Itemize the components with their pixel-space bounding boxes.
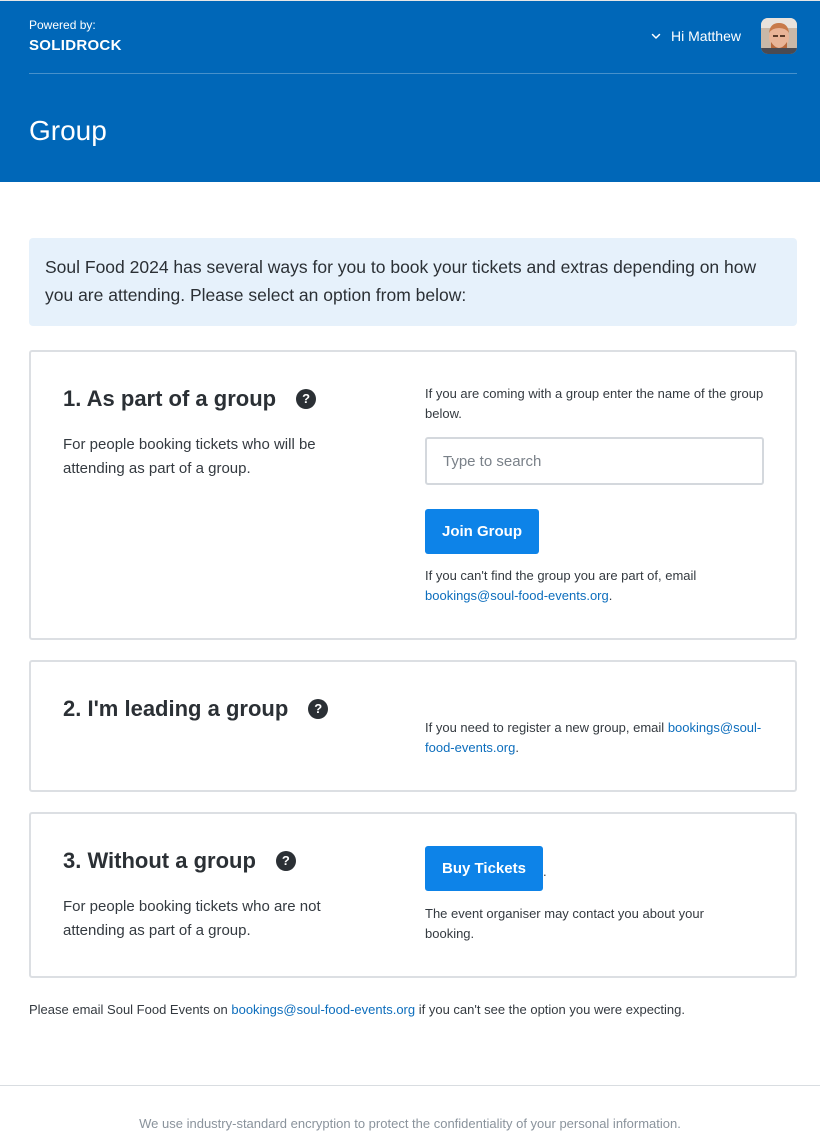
email-link[interactable]: bookings@soul-food-events.org (425, 720, 762, 755)
email-link[interactable]: bookings@soul-food-events.org (425, 588, 609, 603)
join-group-button[interactable]: Join Group (425, 509, 539, 554)
period: . (543, 864, 547, 879)
page-title: Group (29, 115, 107, 146)
option-description: For people booking tickets who are not attending as part of a group. (63, 898, 321, 939)
option-card-group (29, 350, 797, 640)
option-card-leading (29, 660, 797, 792)
option-card-without (29, 812, 797, 978)
user-greeting[interactable]: Hi Matthew (670, 28, 741, 44)
contact-note (29, 1002, 685, 1017)
register-group-note (425, 718, 765, 758)
email-link[interactable]: bookings@soul-food-events.org (231, 1002, 416, 1017)
period: . (608, 588, 613, 603)
option-title-text: 1. As part of a group (63, 386, 277, 411)
option-title-text: 2. I'm leading a group (63, 696, 289, 721)
group-search-input[interactable] (425, 437, 764, 485)
header-divider (29, 73, 797, 74)
user-menu[interactable] (649, 17, 797, 55)
not-found-text: If you can't find the group you are part of, email (425, 568, 697, 583)
buy-tickets-button[interactable]: Buy Tickets (425, 846, 543, 891)
option-description: For people booking tickets who will be attending as part of a group. (63, 436, 316, 477)
footer-divider (0, 1085, 820, 1086)
security-notice: We use industry-standard encryption to protect the confidentiality of your personal information. (139, 1116, 681, 1131)
help-icon[interactable]: ? (296, 389, 316, 409)
contact-note-prefix: Please email Soul Food Events on (29, 1002, 228, 1017)
register-text: If you need to register a new group, email (425, 720, 665, 735)
option-title (63, 696, 328, 722)
organiser-note: The event organiser may contact you about your booking. (425, 906, 704, 941)
group-not-found-note (425, 566, 765, 606)
header-bar (0, 0, 820, 182)
chevron-down-icon (649, 29, 663, 43)
period: . (515, 740, 519, 755)
avatar[interactable] (761, 18, 797, 54)
help-icon[interactable]: ? (276, 851, 296, 871)
option-title (63, 848, 296, 874)
option-title (63, 386, 316, 412)
group-instructions: If you are coming with a group enter the name of the group below. (425, 386, 764, 421)
powered-by-label: Powered by: (29, 18, 96, 32)
contact-note-suffix: if you can't see the option you were expecting. (418, 1002, 685, 1017)
intro-banner: Soul Food 2024 has several ways for you to book your tickets and extras depending on how you are attending. Please select an option from below: (29, 238, 797, 326)
help-icon[interactable]: ? (308, 699, 328, 719)
brand-logo[interactable]: SOLIDROCK (29, 37, 122, 54)
option-title-text: 3. Without a group (63, 848, 256, 873)
